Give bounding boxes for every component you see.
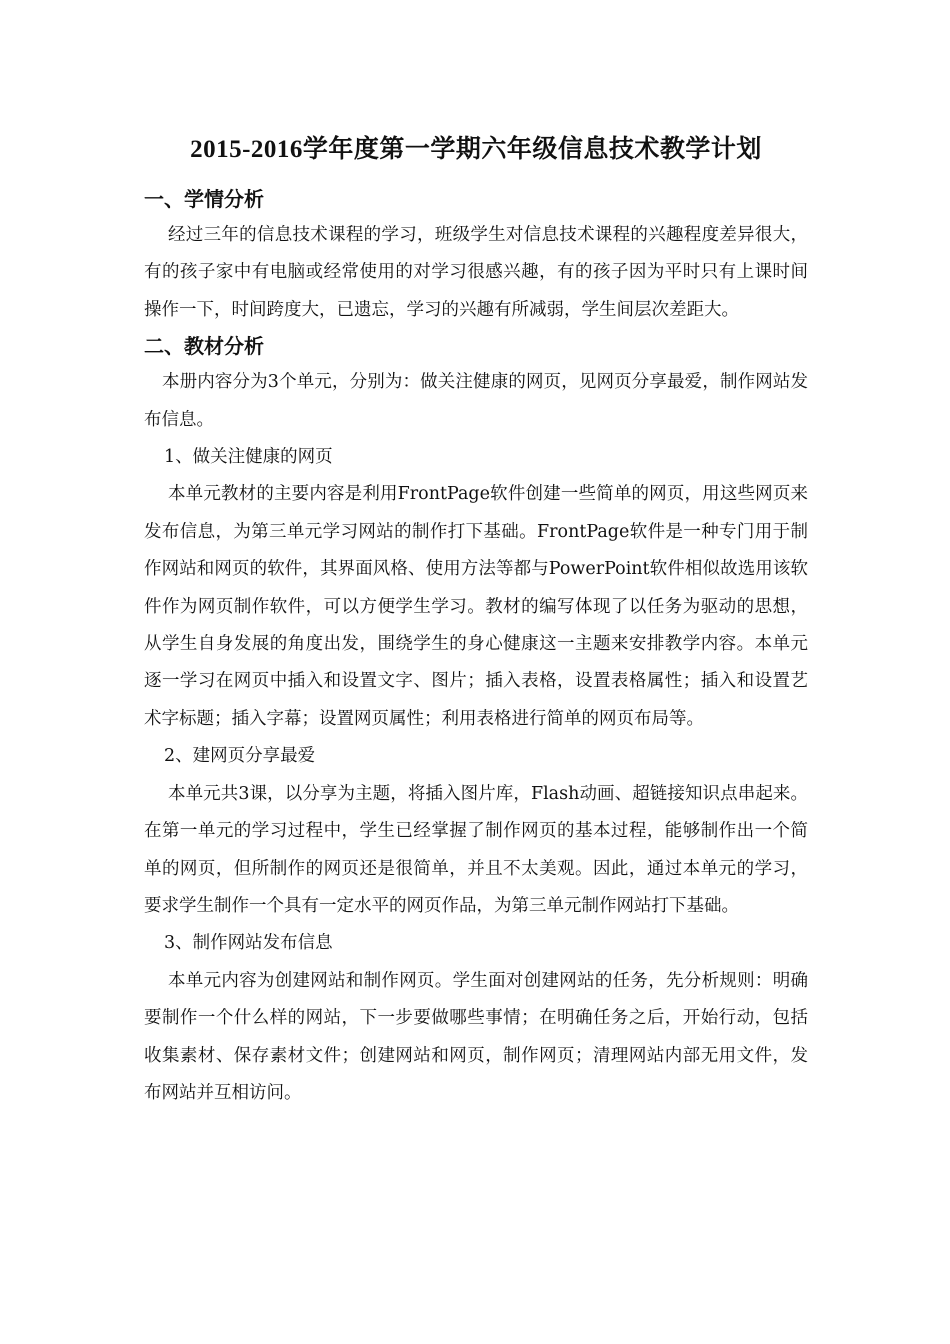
document-page bbox=[144, 118, 808, 1112]
unit-paragraph: 本单元共3课，以分享为主题，将插入图片库，Flash动画、超链接知识点串起来。在第一单元的学习过程中，学生已经掌握了制作网页的基本过程，能够制作出一个简单的网页，但所制作的网页还是很简单，并且不太美观。因此，通过本单元的学习，要求学生制作一个具有一定水平的网页作品，为第三单元制作网站打下基础。 bbox=[144, 783, 808, 916]
section-learning-analysis bbox=[144, 184, 808, 329]
section-textbook-analysis bbox=[144, 331, 808, 1112]
unit-paragraph: 本单元内容为创建网站和制作网页。学生面对创建网站的任务，先分析规则：明确要制作一个什么样的网站，下一步要做哪些事情；在明确任务之后，开始行动，包括收集素材、保存素材文件；创建网站和网页，制作网页；清理网站内部无用文件，发布网站并互相访问。 bbox=[144, 970, 808, 1103]
document-title: 2015-2016学年度第一学期六年级信息技术教学计划 bbox=[190, 136, 762, 163]
paragraph-intro: 本册内容分为3个单元，分别为：做关注健康的网页，见网页分享最爱，制作网站发布信息。 bbox=[144, 372, 808, 430]
unit-heading: 1、做关注健康的网页 bbox=[164, 447, 333, 468]
unit-heading: 2、建网页分享最爱 bbox=[164, 746, 316, 767]
section-heading: 一、学情分析 bbox=[144, 187, 264, 211]
unit-paragraph: 本单元教材的主要内容是利用FrontPage软件创建一些简单的网页，用这些网页来发布信息，为第三单元学习网站的制作打下基础。FrontPage软件是一种专门用于制作网站和网页的软件，其界面风格、使用方法等都与PowerPoint软件相似故选用该软件作为网页制作软件，可以方便学生学习。教材的编写体现了以任务为驱动的思想，从学生自身发展的角度出发，围绕学生的身心健康这一主题来安排教学内容。本单元逐一学习在网页中插入和设置文字、图片；插入表格，设置表格属性；插入和设置艺术字标题；插入字幕；设置网页属性；利用表格进行简单的网页布局等。 bbox=[144, 484, 808, 729]
unit-heading: 3、制作网站发布信息 bbox=[164, 933, 333, 954]
section-heading: 二、教材分析 bbox=[144, 334, 264, 359]
paragraph: 经过三年的信息技术课程的学习，班级学生对信息技术课程的兴趣程度差异很大，有的孩子家中有电脑或经常使用的对学习很感兴趣，有的孩子因为平时只有上课时间操作一下，时间跨度大，已遗忘，学习的兴趣有所减弱，学生间层次差距大。 bbox=[144, 225, 808, 320]
